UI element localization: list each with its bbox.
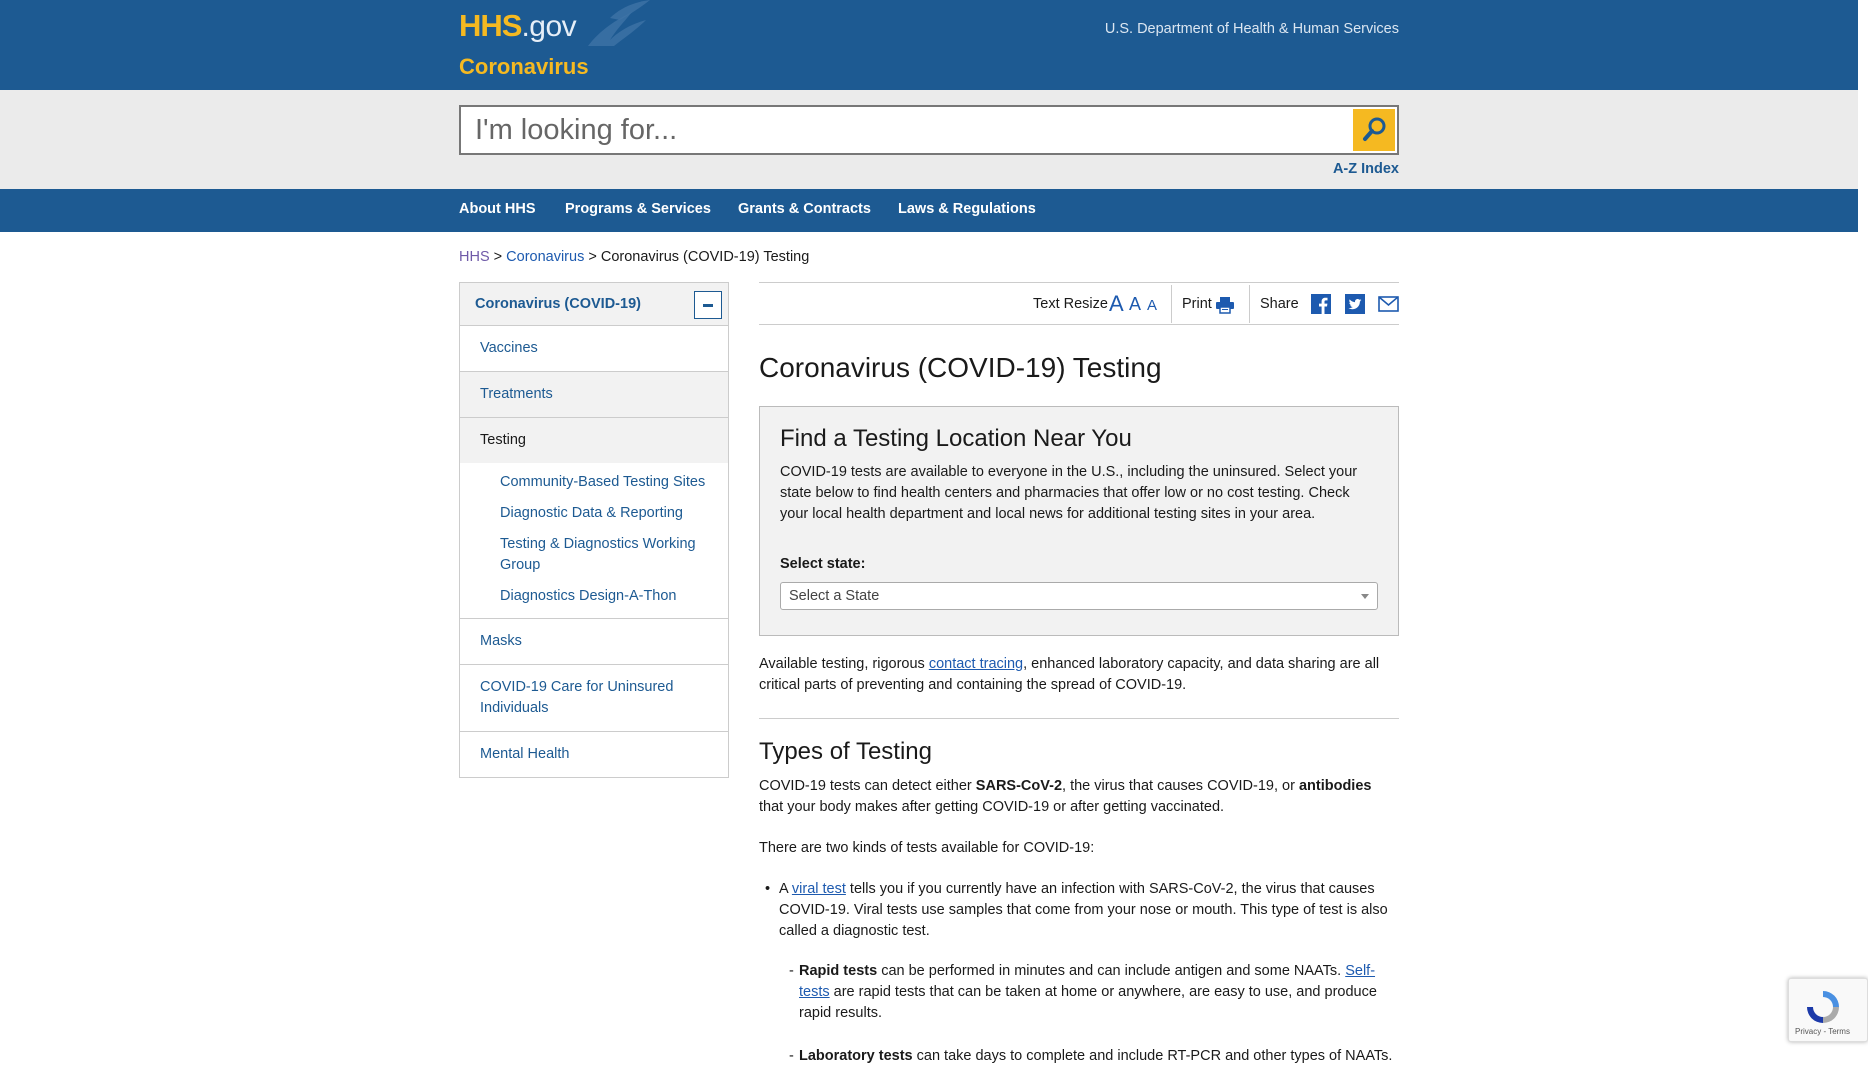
breadcrumb-current: Coronavirus (COVID-19) Testing xyxy=(600,249,810,265)
section-title[interactable]: Coronavirus xyxy=(459,54,589,79)
sidebar-item-mental-health[interactable]: Mental Health xyxy=(460,732,728,777)
sidebar-item-vaccines[interactable]: Vaccines xyxy=(460,326,728,372)
recaptcha-icon xyxy=(1803,987,1843,1027)
list-item: - Laboratory tests can take days to complete and include RT-PCR and other types of NAATs. xyxy=(789,1048,1393,1064)
sidebar-title[interactable]: Coronavirus (COVID-19) xyxy=(460,283,728,326)
state-select[interactable]: Select a State xyxy=(780,582,1378,610)
sidebar-item-masks[interactable]: Masks xyxy=(460,619,728,665)
types-heading: Types of Testing xyxy=(759,738,932,765)
share-label: Share xyxy=(1260,296,1299,312)
sidebar-subitem-diagnostic-data[interactable]: Diagnostic Data & Reporting xyxy=(500,505,683,521)
search-input[interactable] xyxy=(475,113,1335,147)
nav-about-hhs[interactable]: About HHS xyxy=(459,201,536,217)
print-button[interactable]: Print xyxy=(1182,296,1212,312)
list-item: • A viral test tells you if you currently have an infection with SARS-CoV-2, the virus that causes COVID-19. Viral tests use samples that come from your nose or mouth. This type of test is also called a diagnostic test. xyxy=(779,879,1399,942)
divider xyxy=(1171,285,1172,323)
sidebar-subitem-design-a-thon[interactable]: Diagnostics Design-A-Thon xyxy=(500,588,677,604)
recaptcha-privacy-terms[interactable]: Privacy - Terms xyxy=(1795,1027,1850,1036)
nav-programs-services[interactable]: Programs & Services xyxy=(565,201,711,217)
breadcrumb-hhs[interactable]: HHS xyxy=(459,249,490,265)
hhs-logo[interactable]: HHS.gov xyxy=(459,8,577,43)
find-testing-text: COVID-19 tests are available to everyone in the U.S., including the uninsured. Select your state below to find health centers and pharmacies that offer low or no cost testing. Check your local health department and local news for additional testing sites in your area. xyxy=(780,464,1358,522)
find-testing-box xyxy=(759,406,1399,636)
list-item: - Rapid tests can be performed in minutes and can include antigen and some NAATs. Self-tests are rapid tests that can be taken at home or anywhere, are easy to use, and produce rapid results. xyxy=(789,963,1377,1021)
types-paragraph: COVID-19 tests can detect either SARS-CoV-2, the virus that causes COVID-19, or antibodies that your body makes after getting COVID-19 or after getting vaccinated. xyxy=(759,778,1372,815)
divider xyxy=(759,718,1399,719)
sidebar-subitems xyxy=(460,463,728,619)
facebook-icon[interactable] xyxy=(1311,294,1331,314)
email-icon[interactable] xyxy=(1378,296,1399,312)
text-size-large-button[interactable]: A xyxy=(1109,291,1124,316)
find-testing-heading: Find a Testing Location Near You xyxy=(780,425,1132,452)
text-size-medium-button[interactable]: A xyxy=(1129,294,1142,314)
nav-laws-regulations[interactable]: Laws & Regulations xyxy=(898,201,1036,217)
search-button[interactable] xyxy=(1353,109,1395,151)
sidebar-subitem-community-testing[interactable]: Community-Based Testing Sites xyxy=(500,474,706,490)
page-tools xyxy=(759,282,1399,325)
site-header xyxy=(0,0,1858,90)
contact-tracing-link[interactable]: contact tracing xyxy=(928,656,1024,672)
intro-paragraph: Available testing, rigorous contact tracing, enhanced laboratory capacity, and data sharing are all critical parts of preventing and containing the spread of COVID-19. xyxy=(759,656,1380,693)
sidebar xyxy=(459,282,729,778)
breadcrumb-coronavirus[interactable]: Coronavirus xyxy=(506,249,585,265)
select-state-label: Select state: xyxy=(780,556,866,572)
collapse-icon[interactable] xyxy=(694,291,722,319)
department-name[interactable]: U.S. Department of Health & Human Services xyxy=(1104,21,1399,37)
self-tests-link[interactable]: Self-tests xyxy=(799,963,1376,1000)
page-title: Coronavirus (COVID-19) Testing xyxy=(759,352,1162,383)
breadcrumb: HHS > Coronavirus > Coronavirus (COVID-19) Testing xyxy=(459,249,810,265)
search-icon xyxy=(1353,109,1395,151)
text-size-small-button[interactable]: A xyxy=(1147,297,1158,314)
main-content xyxy=(759,282,1399,1064)
two-kinds-paragraph: There are two kinds of tests available for COVID-19: xyxy=(759,840,1095,856)
az-index-link[interactable]: A-Z Index xyxy=(1332,161,1399,177)
eagle-logo-icon xyxy=(580,0,660,50)
text-resize-label: Text Resize xyxy=(1033,296,1108,312)
viral-test-link[interactable]: viral test xyxy=(791,881,846,897)
main-nav xyxy=(0,189,1858,232)
sidebar-subitem-working-group[interactable]: Testing & Diagnostics Working Group xyxy=(500,536,696,573)
printer-icon[interactable] xyxy=(1215,296,1235,314)
divider xyxy=(1249,285,1250,323)
sidebar-item-treatments[interactable]: Treatments xyxy=(460,372,728,418)
search-box xyxy=(459,105,1399,155)
recaptcha-badge[interactable] xyxy=(1788,978,1868,1042)
sidebar-item-uninsured-care[interactable]: COVID-19 Care for Uninsured Individuals xyxy=(460,665,728,732)
sidebar-item-testing[interactable]: Testing xyxy=(460,418,728,463)
nav-grants-contracts[interactable]: Grants & Contracts xyxy=(738,201,871,217)
twitter-icon[interactable] xyxy=(1345,294,1365,314)
